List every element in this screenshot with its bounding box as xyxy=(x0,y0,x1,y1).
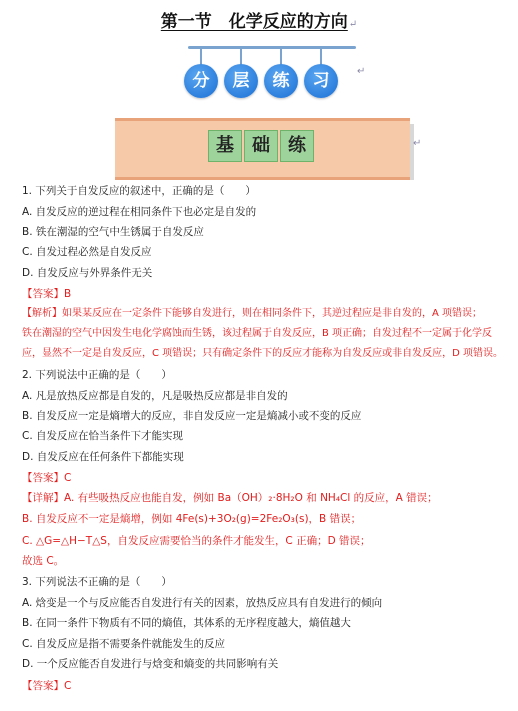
explanation-line: 【解析】如果某反应在一定条件下能够自发进行，则在相同条件下，其逆过程应是非自发的，A 项错误； xyxy=(22,308,483,319)
banner-pin xyxy=(240,46,242,66)
banner-rail xyxy=(188,46,356,49)
box-char: 础 xyxy=(244,130,278,162)
option-line: B. 在同一条件下物质有不同的熵值，其体系的无序程度越大，熵值越大 xyxy=(22,617,351,629)
question-1: 1. 下列关于自发反应的叙述中，正确的是（ ） xyxy=(22,185,256,197)
option-line: B. 铁在潮湿的空气中生锈属于自发反应 xyxy=(22,226,204,238)
explanation-line: 故选 C。 xyxy=(22,555,65,567)
answer-line: 【答案】B xyxy=(22,288,72,300)
option-line: A. 焓变是一个与反应能否自发进行有关的因素，放热反应具有自发进行的倾向 xyxy=(22,597,383,609)
option-line: B. 自发反应一定是熵增大的反应，非自发反应一定是熵减小或不变的反应 xyxy=(22,410,362,422)
box-char: 练 xyxy=(280,130,314,162)
answer-line: 【答案】C xyxy=(22,472,72,484)
explanation-line: B. 自发反应不一定是熵增，例如 4Fe(s)+3O₂(g)=2Fe₂O₃(s)，B 错误； xyxy=(22,513,362,525)
option-line: C. 自发过程必然是自发反应 xyxy=(22,246,152,258)
option-line: C. 自发反应是指不需要条件就能发生的反应 xyxy=(22,638,226,650)
option-line: A. 凡是放热反应都是自发的，凡是吸热反应都是非自发的 xyxy=(22,390,288,402)
option-line: D. 自发反应在任何条件下都能实现 xyxy=(22,451,184,463)
paragraph-mark-icon: ↵ xyxy=(413,138,422,149)
paragraph-mark-icon: ↵ xyxy=(348,19,358,30)
explanation-line: 应，显然不一定是自发反应，C 项错误；只有确定条件下的反应才能称为自发反应或非自发反应，D 项错误。 xyxy=(22,348,504,359)
banner-char: 层 xyxy=(224,64,258,98)
banner-pin xyxy=(320,46,322,66)
paragraph-mark-icon: ↵ xyxy=(357,66,366,77)
banner-char: 练 xyxy=(264,64,298,98)
option-line: C. 自发反应在恰当条件下才能实现 xyxy=(22,430,184,442)
box-char: 基 xyxy=(208,130,242,162)
option-line: D. 一个反应能否自发进行与焓变和熵变的共同影响有关 xyxy=(22,658,279,670)
explanation-line: 【详解】A. 有些吸热反应也能自发，例如 Ba（OH）₂·8H₂O 和 NH₄Cl 的反应，A 错误； xyxy=(22,492,438,504)
banner-pin xyxy=(200,46,202,66)
question-2: 2. 下列说法中正确的是（ ） xyxy=(22,369,172,381)
banner-char: 分 xyxy=(184,64,218,98)
banner-pin xyxy=(280,46,282,66)
banner-char: 习 xyxy=(304,64,338,98)
explanation-line: 铁在潮湿的空气中因发生电化学腐蚀而生锈，该过程属于自发反应，B 项正确；自发过程不一定属于化学反 xyxy=(22,328,493,339)
question-3: 3. 下列说法不正确的是（ ） xyxy=(22,576,172,588)
option-line: A. 自发反应的逆过程在相同条件下也必定是自发的 xyxy=(22,206,257,218)
page-title: 第一节 化学反应的方向↵ xyxy=(160,12,358,32)
answer-line: 【答案】C xyxy=(22,680,72,692)
explanation-line: C. △G=△H−T△S，自发反应需要恰当的条件才能发生，C 正确；D 错误； xyxy=(22,535,371,547)
option-line: D. 自发反应与外界条件无关 xyxy=(22,267,153,279)
